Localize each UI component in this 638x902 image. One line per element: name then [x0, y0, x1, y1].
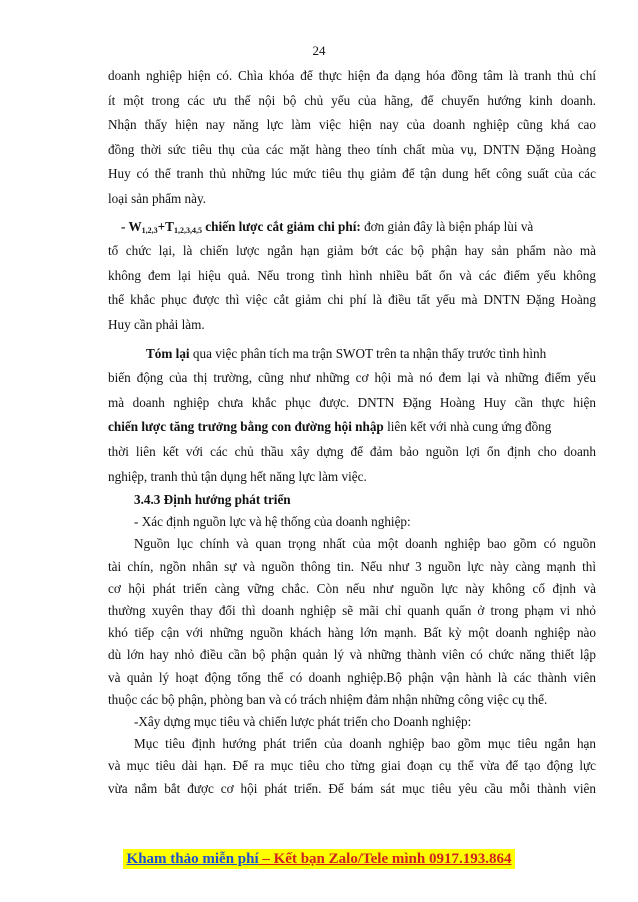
text-line: - $W_{1,2,3}+T_{1,2,3,4,5}$ chiến lược cắt giảm chi phí: đơn giản đây là biện pháp lùi và: [121, 218, 534, 235]
page-number: 24: [312, 43, 326, 58]
text-line: Nguồn lục chính và quan trọng nhất của một doanh nghiệp bao gồm có nguồn: [134, 536, 596, 552]
text-line: thường xuyên thay đổi thì doanh nghiệp sẽ mãi chỉ quanh quẩn ở trong phạm vi nhỏ: [108, 603, 596, 619]
text-line: Huy có thể tranh thủ những lúc mức tiêu thụ giảm để tận dung hết công suất của các: [108, 166, 596, 182]
text-line: loại sản phẩm này.: [108, 190, 207, 206]
bullet-line: - Xác định nguồn lực và hệ thống của doanh nghiệp:: [134, 514, 411, 530]
text-line: tổ chức lại, là chiến lược ngắn hạn giảm bớt các bộ phận hay sản phẩm nào mà: [108, 243, 596, 259]
text-line: Nhận thấy hiện nay năng lực làm việc hiện nay của doanh nghiệp cũng khá cao: [108, 117, 596, 133]
text-line: vừa nắm bắt được cơ hội phát triển. Để bám sát mục tiêu yêu cầu mỗi thành viên: [108, 780, 596, 796]
text-line: tài chín, ngồn nhân sự và nguồn thông tin. Nếu như 3 nguồn lực này càng mạnh thì: [108, 558, 596, 574]
bullet-line: -Xây dựng mục tiêu và chiến lược phát triển cho Doanh nghiệp:: [134, 713, 472, 729]
text-line: và mục tiêu dài hạn. Để ra mục tiêu cho từng giai đoạn cụ thể vừa để tạo động lực: [108, 758, 596, 774]
section-3-4-3: [108, 489, 596, 800]
footer-separator: –: [258, 851, 274, 867]
text-line: thời liên kết với các chủ thầu xây dựng để đảm bảo nguồn lợi ổn định cho doanh: [108, 443, 596, 459]
text-line: đồng thời sức tiêu thụ của các mặt hàng theo tính chất mùa vụ, DNTN Đặng Hoàng: [108, 141, 596, 157]
zalo-contact-link[interactable]: Kết bạn Zalo/Tele mình 0917.193.864: [273, 851, 512, 867]
text-line: và quản lý hoạt động tổng thể có doanh nghiệp.Bộ phận vận hành là các thành viên: [108, 669, 596, 685]
text-line: thuộc các bộ phận, phòng ban và có trách nhiệm đảm nhận những công việc cụ thể.: [108, 691, 548, 707]
text-line: nghiệp, tranh thủ tận dụng hết năng lực làm việc.: [108, 468, 367, 484]
text-line: chiến lược tăng trưởng bằng con đường hội nhập liên kết với nhà cung ứng đồng: [108, 419, 552, 435]
footer-banner: [0, 851, 638, 868]
section-heading: 3.4.3 Định hướng phát triển: [134, 492, 291, 508]
text-line: mà doanh nghiệp chưa khắc phục được. DNTN Đặng Hoàng Huy cần thực hiện: [108, 394, 596, 410]
text-line: doanh nghiệp hiện có. Chìa khóa để thực hiện đa dạng hóa đồng tâm là tranh thủ chí: [108, 68, 596, 83]
paragraph-3: [108, 342, 596, 490]
text-line: cơ hội phát triển càng vững chắc. Còn nếu như nguồn lực này không cố định và: [108, 580, 596, 596]
text-line: Mục tiêu định hướng phát triển của doanh nghiệp bao gồm mục tiêu ngắn hạn: [134, 736, 596, 752]
text-line: biến động của thị trường, cũng như những cơ hội mà nó đem lại và những điểm yếu: [108, 370, 596, 386]
text-line: Tóm lại qua việc phân tích ma trận SWOT trên ta nhận thấy trước tình hình: [146, 345, 547, 361]
strategy-code: - $W_{1,2,3}+T_{1,2,3,4,5}$ chiến lược cắt giảm chi phí:: [121, 218, 361, 235]
paragraph-2: [108, 215, 596, 338]
text-line: không đem lại hiệu quả. Nếu trong tình hình nhiều bất ổn và các điểm yếu không: [108, 267, 596, 283]
paragraph-1: [108, 64, 596, 212]
text-line: khó tiếp cận với những nguồn khách hàng lớn mạnh. Bất kỳ một doanh nghiệp nào: [108, 625, 596, 641]
text-line: dù lớn hay nhỏ điều cần bộ phận quản lý và những thành viên có chức năng thiết lập: [108, 647, 596, 663]
free-reference-link[interactable]: Kham thảo miễn phí: [126, 851, 259, 867]
text-line: Huy cần phải làm.: [108, 316, 205, 332]
footer-highlight: [123, 849, 516, 869]
text-line: thể khắc phục được thì việc cắt giảm chi phí là điều tất yếu mà DNTN Đặng Hoàng: [108, 292, 596, 308]
text-line: ít một trong các ưu thế nội bộ chủ yếu của hãng, để chuyển hướng kinh doanh.: [108, 92, 596, 108]
document-body: [108, 64, 596, 800]
